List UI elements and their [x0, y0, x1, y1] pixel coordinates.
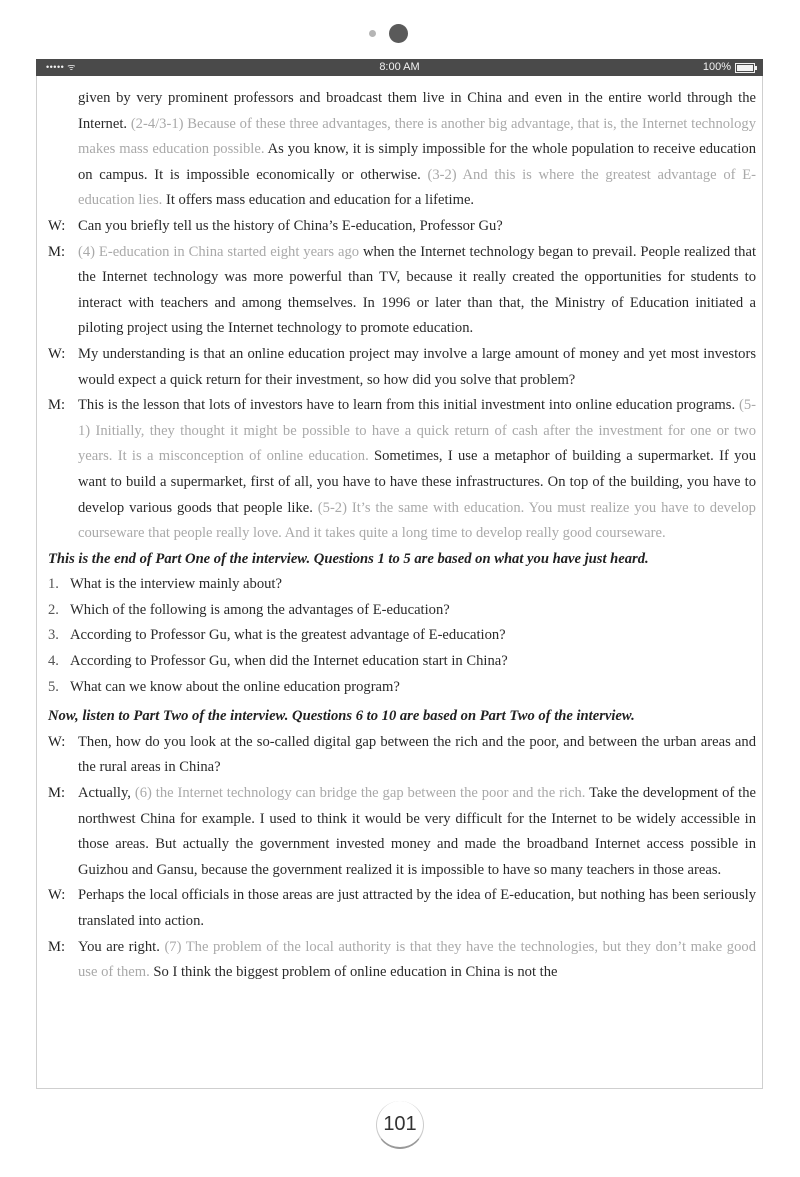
speaker-label: M:	[48, 243, 66, 260]
section-heading: Now, listen to Part Two of the interview. Questions 6 to 10 are based on Part Two of the interview.	[48, 708, 635, 725]
question-text: Which of the following is among the advantages of E-education?	[70, 601, 450, 618]
status-time: 8:00 AM	[379, 61, 420, 73]
question-item	[48, 649, 756, 675]
answer-hint: (2-4/3-1) Because of these three advantages, there is another big advantage, that is, the Internet technology makes mass education possible.	[78, 115, 756, 158]
question-number: 5.	[48, 678, 59, 695]
question-list	[48, 572, 756, 700]
text-segment: Sometimes, I use a metaphor of building a supermarket. If you want to build a supermarket, first of all, you have to have these infrastructures. On top of the building, you have to develop various goods that people like.	[78, 448, 756, 516]
dialogue-turn	[48, 935, 756, 986]
speaker-label: W:	[48, 733, 66, 750]
question-item	[48, 572, 756, 598]
speaker-label: M:	[48, 397, 66, 414]
dialogue-turn	[48, 240, 756, 342]
text-segment: As you know, it is simply impossible for the whole population to receive education on campus. It is impossible economically or otherwise.	[78, 141, 757, 183]
camera-lens	[389, 24, 408, 43]
question-text: What can we know about the online education program?	[70, 678, 400, 695]
battery-percent: 100%	[702, 61, 731, 73]
text-segment: So I think the biggest problem of online education in China is not the	[153, 964, 558, 981]
dialogue-turn	[48, 342, 756, 393]
text-segment: given by very prominent professors and broadcast them live in China and even in the entire world through the Internet.	[78, 90, 756, 132]
dialogue-text	[78, 935, 756, 986]
dialogue-turn	[48, 393, 756, 547]
paragraph-continuation	[48, 86, 756, 214]
status-bar	[36, 59, 763, 76]
question-item	[48, 623, 756, 649]
question-text: According to Professor Gu, when did the Internet education start in China?	[70, 653, 508, 670]
question-text: What is the interview mainly about?	[70, 576, 282, 593]
speaker-label: W:	[48, 217, 66, 234]
question-item	[48, 598, 756, 624]
battery-status	[703, 59, 755, 76]
signal-icon: ••••• ᯤ	[46, 62, 76, 72]
dialogue-turn	[48, 781, 756, 883]
page-number: 101	[376, 1101, 424, 1149]
question-number: 3.	[48, 627, 59, 644]
dialogue-text: Then, how do you look at the so-called digital gap between the rich and the poor, and between the urban areas and the rural areas in China?	[78, 733, 756, 776]
sensor-dot	[369, 30, 376, 37]
front-camera	[0, 22, 800, 48]
question-number: 1.	[48, 576, 59, 593]
question-item	[48, 675, 756, 701]
dialogue-text	[78, 240, 756, 342]
document-body	[48, 86, 756, 986]
speaker-label: M:	[48, 785, 66, 802]
answer-hint: (7) The problem of the local authority is that they have the technologies, but they don’t make good use of them.	[78, 938, 756, 981]
text-segment: This is the lesson that lots of investors have to learn from this initial investment into online education programs.	[78, 397, 736, 414]
dialogue-turn	[48, 214, 756, 240]
dialogue-text	[78, 393, 756, 547]
page-number-badge	[0, 1101, 800, 1149]
text-segment: Take the development of the northwest China for example. I used to think it would be very difficult for the Internet to be widely accessible in those areas. But actually the government invested money and made the broadband Internet access possible in Guizhou and Gansu, because the government realized it is impossible to have so many teachers in those areas.	[78, 785, 756, 878]
text-segment: when the Internet technology began to prevail. People realized that the Internet technology was more powerful than TV, because it really created the opportunities for students to interact with teachers and among themselves. In 1996 or later than that, the Ministry of Education initiated a piloting project using the Internet technology to promote education.	[78, 243, 756, 337]
answer-hint: (5-2) It’s the same with education. You must realize you have to develop courseware that people really love. And it takes quite a long time to develop really good courseware.	[78, 499, 756, 542]
question-text: According to Professor Gu, what is the greatest advantage of E-education?	[70, 627, 506, 644]
text-segment: You are right.	[78, 938, 160, 955]
section-heading: This is the end of Part One of the interview. Questions 1 to 5 are based on what you have just heard.	[48, 550, 649, 567]
question-number: 4.	[48, 653, 59, 670]
dialogue-turn	[48, 730, 756, 781]
answer-hint: (4) E-education in China started eight years ago	[78, 243, 360, 260]
dialogue-text: Perhaps the local officials in those areas are just attracted by the idea of E-education, but nothing has been seriously translated into action.	[78, 887, 756, 929]
answer-hint: (5-1) Initially, they thought it might be possible to have a quick return of cash after the investment for one or two years. It is a misconception of online education.	[78, 397, 756, 465]
text-segment: It offers mass education and education for a lifetime.	[165, 192, 475, 209]
dialogue-text	[78, 781, 756, 883]
speaker-label: W:	[48, 345, 66, 362]
question-number: 2.	[48, 601, 59, 618]
dialogue-text: Can you briefly tell us the history of China’s E-education, Professor Gu?	[78, 217, 503, 234]
dialogue-turn	[48, 883, 756, 934]
answer-hint: (6) the Internet technology can bridge the gap between the poor and the rich.	[134, 785, 586, 802]
speaker-label: W:	[48, 887, 66, 904]
answer-hint: (3-2) And this is where the greatest advantage of E-education lies.	[78, 166, 756, 209]
speaker-label: M:	[48, 938, 66, 955]
text-segment: Actually,	[78, 785, 131, 802]
dialogue-text: My understanding is that an online education project may involve a large amount of money and yet most investors would expect a quick return for their investment, so how did you solve that problem?	[78, 345, 756, 388]
battery-icon	[735, 63, 755, 73]
